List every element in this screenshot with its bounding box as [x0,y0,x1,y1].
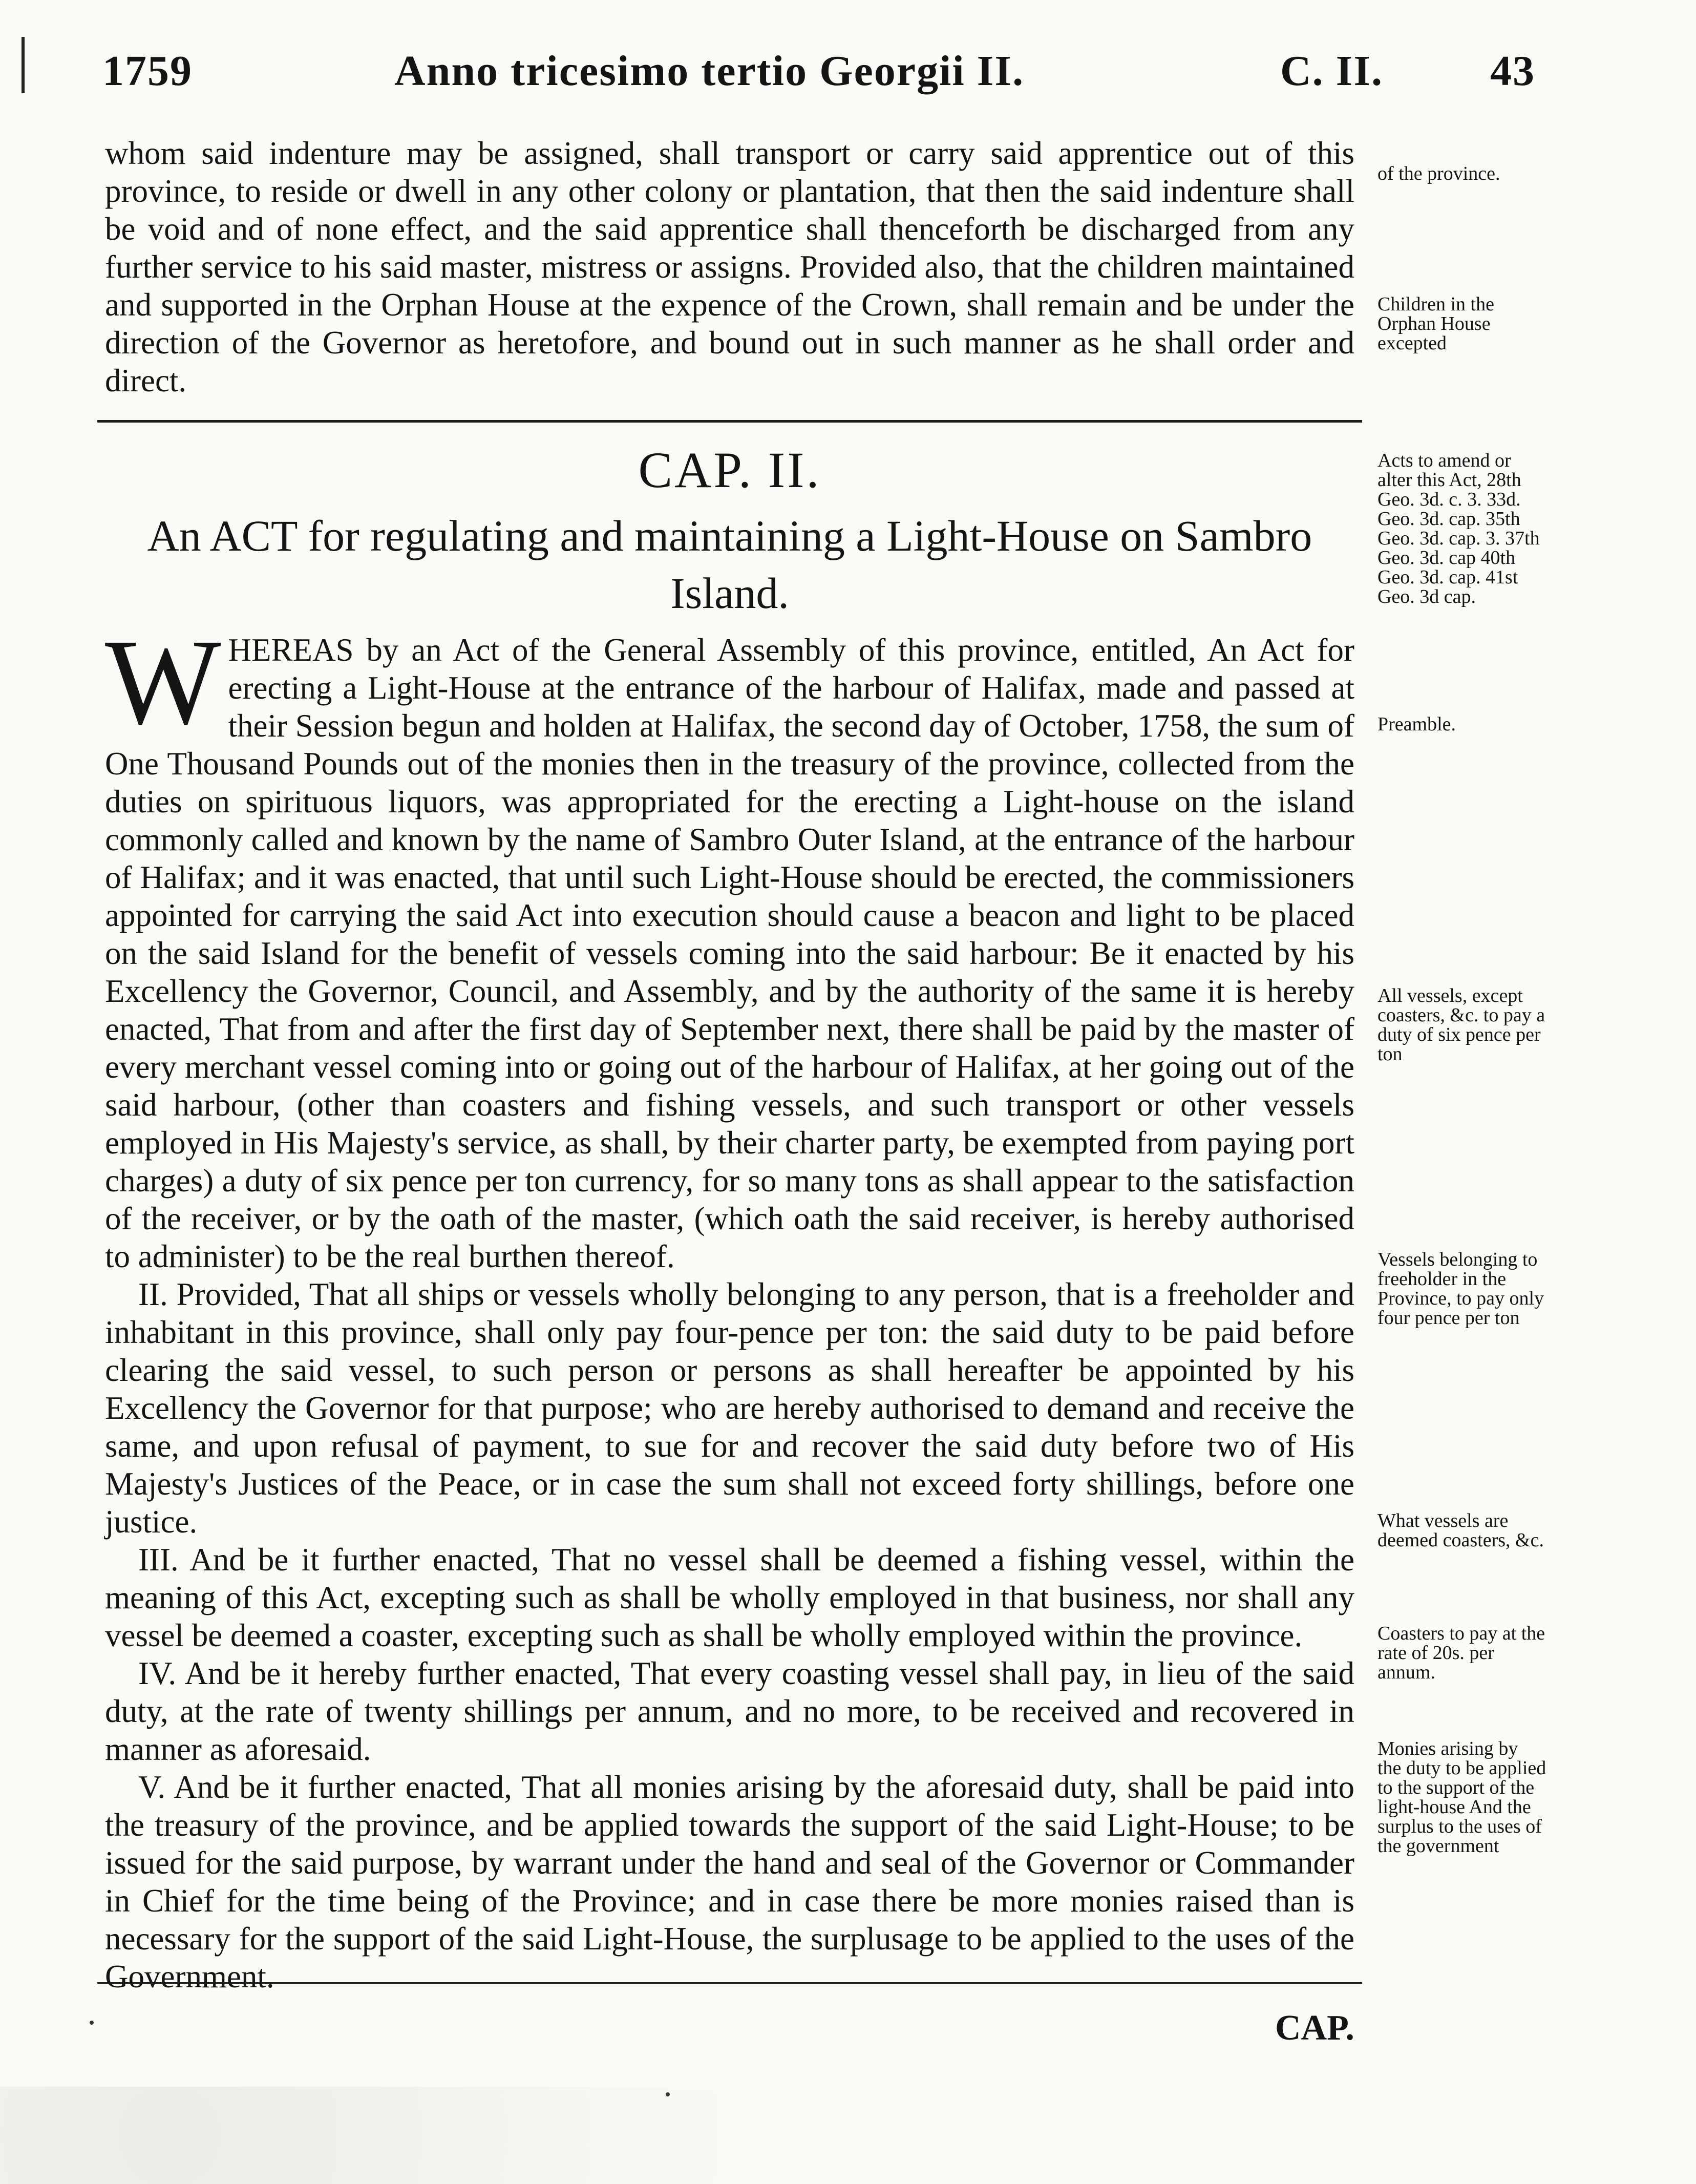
bottom-rule [97,1982,1362,1984]
margin-note-preamble: Preamble. [1377,713,1456,735]
page-edge-shadow [0,2087,1696,2184]
margin-note-province: of the province. [1377,163,1500,184]
header-page-number: 43 [1490,47,1535,95]
section-divider [97,420,1362,423]
preamble-paragraph [105,614,1354,1275]
header-chapter: C. II. [1280,47,1384,95]
section-5: V. And be it further enacted, That all monies arising by the aforesaid duty, shall be paid into the treasury of the province, and be applied towards the support of the said Light-House; to be issued for the said purpose, by warrant under the hand and seal of the Governor or Commander in Chief for the time being of the Province; and in case there be more monies raised than is necessary for the support of the said Light-House, the surplusage to be applied to the uses of the Government. [105,1769,1354,1994]
header-regnal-title: Anno tricesimo tertio Georgii II. [394,47,1025,95]
margin-note-amending-acts: Acts to amend or alter this Act, 28th Geo. 3d. c. 3. 33d. Geo. 3d. cap. 35th Geo. 3d. cap. 3. 37th Geo. 3d. cap 40th Geo. 3d. cap. 41st Geo. 3d cap. [1377,450,1540,607]
section-2: II. Provided, That all ships or vessels wholly belonging to any person, that is a freeholder and inhabitant in this province, shall only pay four-pence per ton: the said duty to be paid before clearing the said vessel, to such person or persons as shall hereafter be appointed by his Excellency the Governor for that purpose; who are hereby authorised to demand and receive the same, and upon refusal of payment, to sue for and recover the said duty before two of His Majesty's Justices of the Peace, or in case the sum shall not exceed forty shillings, before one justice. [105,1276,1354,1540]
margin-note-coasters-rate: Coasters to pay at the rate of 20s. per annum. [1377,1623,1545,1683]
margin-note-coasters-defined: What vessels are deemed coasters, &c. [1377,1510,1544,1551]
margin-note-duty: All vessels, except coasters, &c. to pay a duty of six pence per ton [1377,985,1545,1065]
header-year: 1759 [102,47,193,95]
preamble-text: HEREAS by an Act of the General Assembly of this province, entitled, An Act for erecting a Light-House at the entrance of the harbour of Halifax, made and passed at their Session begun and holden at Halifax, the second day of October, 1758, the sum of One Thousand Pounds out of the monies then in the treasury of the province, collected from the duties on spirituous liquors, was appropriated for the erecting a Light-house on the island commonly called and known by the name of Sambro Outer Island, at the entrance of the harbour of Halifax; and it was enacted, that until such Light-House should be erected, the commissioners appointed for carrying the said Act into execution should cause a beacon and light to be placed on the said Island for the benefit of vessels coming into the said harbour: Be it enacted by his Excellency the Governor, Council, and Assembly, and by the authority of the same it is hereby enacted, That from and after the first day of September next, there shall be paid by the master of every merchant vessel coming into or going out of the harbour of Halifax, at her going out of the said harbour, (other than coasters and fishing vessels, and such transport or other vessels employed in His Majesty's service, as shall, by their charter party, be exempted from paying port charges) a duty of six pence per ton currency, for so many tons as shall appear to the satisfaction of the receiver, or by the oath of the master, (which oath the said receiver, is hereby authorised to administer) to be the real burthen thereof. [105,632,1354,1274]
act-title: An ACT for regulating and maintaining a Light-House on Sambro Island. [147,511,1312,618]
section-4: IV. And be it hereby further enacted, That every coasting vessel shall pay, in lieu of the said duty, at the rate of twenty shillings per annum, and no more, to be received and recovered in manner as aforesaid. [105,1655,1354,1767]
margin-note-freeholder: Vessels belonging to freeholder in the Province, to pay only four pence per ton [1377,1249,1544,1329]
act-body [105,614,1354,1996]
margin-mark [22,37,25,93]
margin-note-monies: Monies arising by the duty to be applied to the support of the light-house And the surplus to the uses of the government [1377,1738,1546,1857]
ink-speck [90,2021,94,2025]
margin-note-orphan-house: Children in the Orphan House excepted [1377,293,1494,354]
continuation-paragraph [105,134,1354,400]
catchword: CAP. [1275,2008,1354,2048]
drop-cap: W [105,614,221,750]
cap-heading: CAP. II. [638,442,821,498]
continuation-text: whom said indenture may be assigned, shall transport or carry said apprentice out of this province, to reside or dwell in any other colony or plantation, that then the said indenture shall be void and of none effect, and the said apprentice shall thenceforth be discharged from any further service to his said master, mistress or assigns. Provided also, that the children maintained and supported in the Orphan House at the expence of the Crown, shall remain and be under the direction of the Governor as heretofore, and bound out in such manner as he shall order and direct. [105,135,1354,398]
section-3: III. And be it further enacted, That no vessel shall be deemed a fishing vessel, within the meaning of this Act, excepting such as shall be wholly employed in that business, nor shall any vessel be deemed a coaster, excepting such as shall be wholly employed within the province. [105,1542,1354,1653]
